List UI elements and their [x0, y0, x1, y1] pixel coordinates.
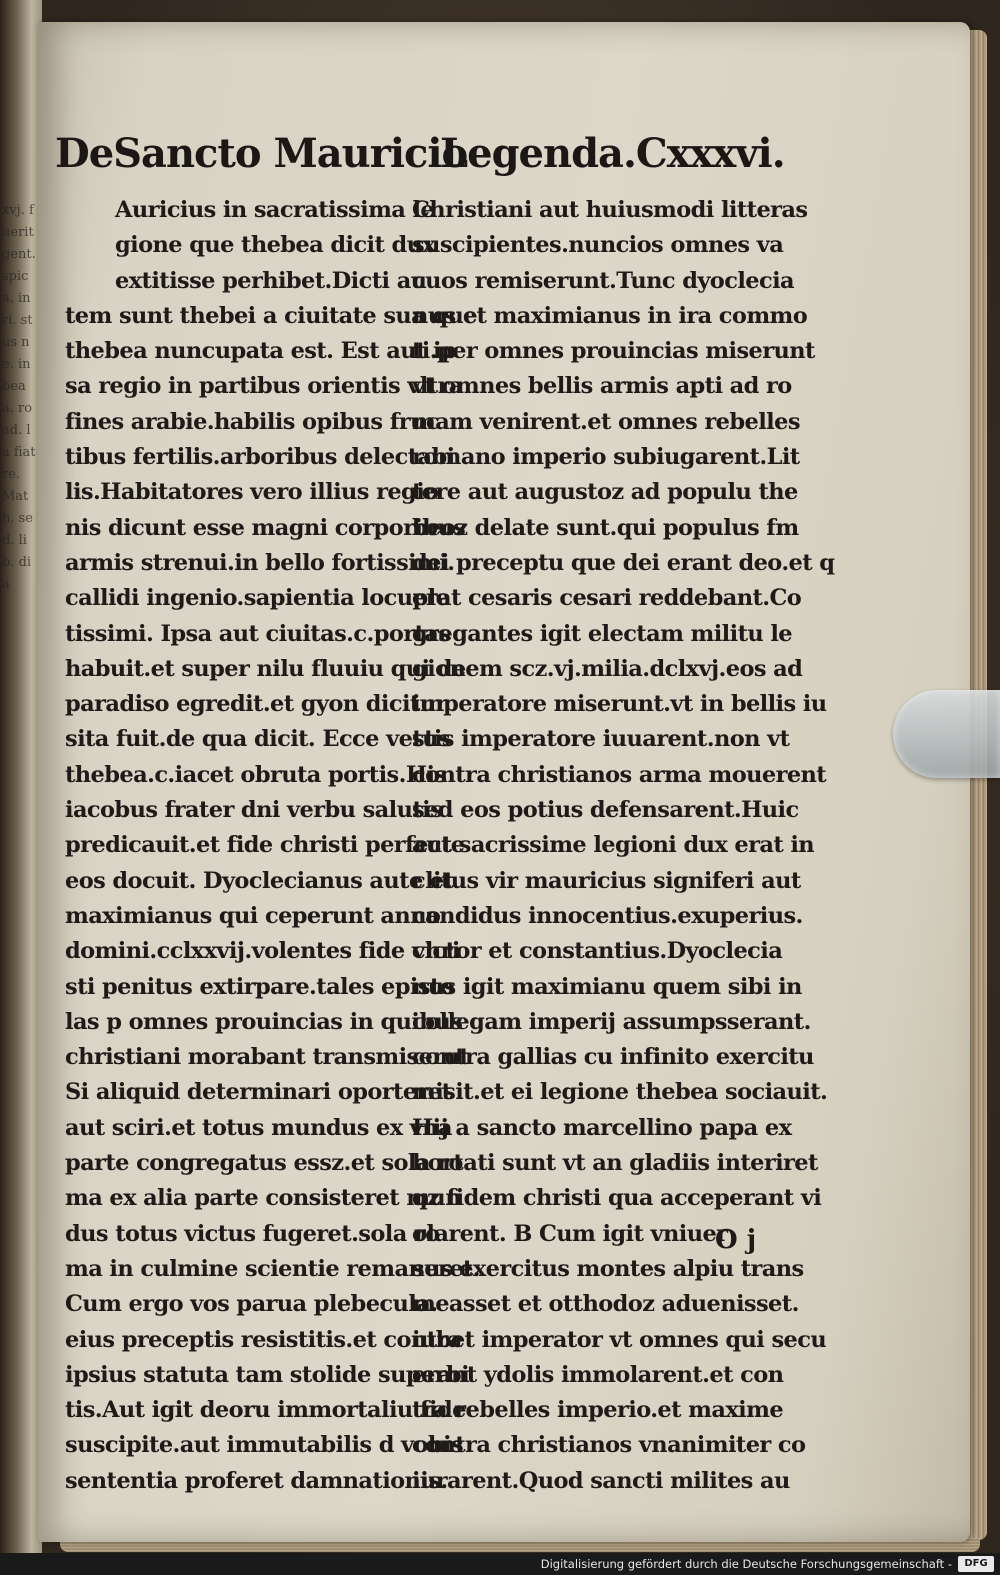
text-line: sus exercitus montes alpiu trans	[412, 1255, 804, 1282]
text-line: tra rebelles imperio.et maxime	[412, 1397, 784, 1424]
header-title: DeSancto Mauricio	[55, 130, 468, 177]
text-line: cuos remiserunt.Tunc dyoclecia	[412, 267, 795, 294]
text-line: Hij a sancto marcellino papa ex	[412, 1114, 792, 1141]
text-line: imperatore miserunt.vt in bellis iu	[412, 691, 827, 718]
text-line: suscipientes.nuncios omnes va	[412, 232, 784, 259]
text-line: contra gallias cu infinito exercitu	[412, 1044, 814, 1071]
text-line: sita fuit.de qua dicit. Ecce vetus	[65, 726, 450, 753]
text-line: mam venirent.et omnes rebelles	[412, 408, 800, 435]
text-line: gregantes igit electam militu le	[412, 620, 793, 647]
text-line: clitus vir mauricius signiferi aut	[412, 867, 801, 894]
text-line: Cum ergo vos parua plebecula.	[65, 1291, 438, 1318]
text-line: ma in culmine scientie remaneret.	[65, 1255, 480, 1282]
text-line: stis imperatore iuuarent.non vt	[412, 726, 790, 753]
text-line: habuit.et super nilu fluuiu qui de	[65, 655, 466, 682]
running-header	[55, 130, 785, 190]
text-line: ipsius statuta tam stolide superbi	[65, 1361, 470, 1388]
text-line: maximianus qui ceperunt anno	[65, 902, 441, 929]
text-line: beoz delate sunt.qui populus fm	[412, 514, 799, 541]
text-line: suscipite.aut immutabilis d vobis	[65, 1432, 464, 1459]
text-line: tissimi. Ipsa aut ciuitas.c.portas	[65, 620, 451, 647]
text-line: measset et otthodoz aduenisset.	[412, 1291, 799, 1318]
text-line: erant ydolis immolarent.et con	[412, 1361, 784, 1388]
text-line: armis strenui.in bello fortissimi.	[65, 549, 455, 576]
text-line: iacobus frater dni verbu salutis	[65, 797, 443, 824]
text-line: aut sciri.et totus mundus ex vna	[65, 1114, 452, 1141]
text-line: tem sunt thebei a ciuitate sua que	[65, 302, 477, 329]
text-line: tere aut augustoz ad populu the	[412, 479, 798, 506]
text-line: nis dicunt esse magni corporibus	[65, 514, 466, 541]
text-line: domini.cclxxvij.volentes fide chri	[65, 938, 460, 965]
text-line: olarent. B Cum igit vniuer	[412, 1220, 728, 1247]
text-column-left	[65, 193, 480, 1499]
text-line: thebea.c.iacet obruta portis.His	[65, 761, 447, 788]
text-line: Christiani aut huiusmodi litteras	[412, 197, 808, 223]
text-line: callidi ingenio.sapientia locuple	[65, 585, 450, 612]
facing-page-text: xvj. fuerit gent. spica. in ri. stus ne. in bea a. ro ad. la fiat re. Math. sed. lib. dia	[2, 203, 36, 592]
text-line: sa regio in partibus orientis vltra	[65, 373, 463, 400]
text-line: sti penitus extirpare.tales episto	[65, 973, 455, 1000]
text-line: qz fidem christi qua acceperant vi	[412, 1185, 822, 1212]
text-line: Auricius in sacratissima le	[115, 197, 435, 223]
facing-page-edge	[0, 0, 42, 1575]
text-column-right	[412, 193, 835, 1499]
text-line: romano imperio subiugarent.Lit	[412, 444, 800, 471]
text-line: tibus fertilis.arboribus delectabi	[65, 444, 455, 471]
text-line: dus totus victus fugeret.sola ro	[65, 1220, 440, 1247]
text-line: hortati sunt vt an gladiis interiret	[412, 1150, 818, 1177]
text-line: thebea nuncupata est. Est aut ip	[65, 338, 457, 365]
text-line: eius preceptis resistitis.et contra	[65, 1326, 462, 1353]
text-line: sed eos potius defensarent.Huic	[412, 797, 799, 824]
header-chapter: Legenda.Cxxxvi.	[440, 130, 785, 177]
text-line: ma ex alia parte consisteret mun	[65, 1185, 461, 1212]
text-line: candidus innocentius.exuperius.	[412, 902, 803, 929]
text-line: erat cesaris cesari reddebant.Co	[412, 585, 802, 612]
text-line: vt omnes bellis armis apti ad ro	[412, 373, 792, 400]
page-clip	[893, 690, 1000, 778]
text-line: tis.Aut igit deoru immortaliu fide	[65, 1397, 466, 1424]
signature-mark: O j	[715, 1225, 757, 1255]
text-line: contra christianos arma mouerent	[412, 761, 827, 788]
text-line: sententia proferet damnationis.	[65, 1467, 448, 1494]
text-line: Si aliquid determinari oporteret	[65, 1079, 452, 1106]
text-line: iurarent.Quod sancti milites au	[412, 1467, 790, 1494]
footer-bar	[0, 1553, 1000, 1575]
text-line: aut sacrissime legioni dux erat in	[412, 832, 815, 859]
text-line: victor et constantius.Dyoclecia	[412, 938, 783, 965]
text-line: ti.per omnes prouincias miserunt	[412, 338, 815, 365]
dfg-logo: DFG	[958, 1556, 994, 1572]
text-line: nus igit maximianu quem sibi in	[412, 973, 802, 1000]
text-line: dei preceptu que dei erant deo.et q	[412, 549, 835, 576]
text-line: contra christianos vnanimiter co	[412, 1432, 806, 1459]
text-line: fines arabie.habilis opibus fruc	[65, 408, 439, 435]
text-line: gione que thebea dicit dux	[115, 232, 436, 259]
text-line: gionem scz.vj.milia.dclxvj.eos ad	[412, 655, 803, 682]
text-line: misit.et ei legione thebea sociauit.	[412, 1079, 828, 1106]
footer-credit: Digitalisierung gefördert durch die Deutsche Forschungsgemeinschaft -	[540, 1557, 952, 1571]
text-line: christiani morabant transmiserut	[65, 1044, 470, 1071]
text-line: iubet imperator vt omnes qui secu	[412, 1326, 827, 1353]
text-line: paradiso egredit.et gyon dicitur	[65, 691, 447, 718]
text-line: lis.Habitatores vero illius regio	[65, 479, 439, 506]
text-line: las p omnes prouincias in quibus	[65, 1008, 463, 1035]
text-line: extitisse perhibet.Dicti au	[115, 267, 427, 294]
text-line: eos docuit. Dyoclecianus aute et	[65, 867, 454, 894]
text-line: collegam imperij assumpsserant.	[412, 1008, 811, 1035]
text-line: parte congregatus essz.et sola ro	[65, 1150, 463, 1177]
text-line: predicauit.et fide christi perfecte	[65, 832, 465, 859]
text-line: nus et maximianus in ira commo	[412, 302, 808, 329]
